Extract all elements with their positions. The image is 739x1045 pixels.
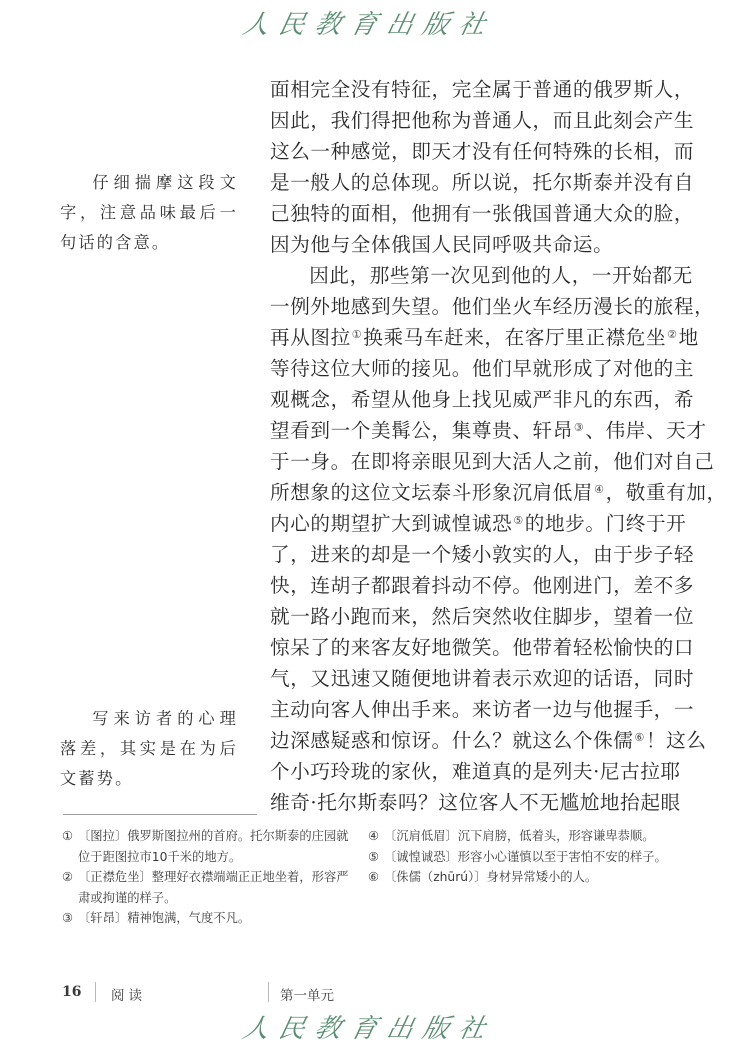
section-name: 阅读: [111, 988, 146, 1004]
footnote-number: ②: [62, 870, 74, 884]
footnote-text: 〔沉肩低眉〕沉下肩膀，低着头，形容谦卑恭顺。: [384, 829, 655, 843]
text-line: 这么一种感觉，即天才没有任何特殊的长相，而: [270, 140, 695, 163]
text-segment: 望看到一个美髯公，集尊贵、轩昂: [270, 419, 573, 442]
margin-annotation-2: [60, 704, 238, 794]
text-segment: 的地步。门终于开: [524, 512, 687, 535]
text-line: 是一般人的总体现。所以说，托尔斯泰并没有自: [270, 171, 695, 194]
text-segment: 换乘马车赶来，在客厅里正襟危坐: [363, 326, 667, 349]
publisher-watermark-top: 人民教育出版社: [239, 10, 499, 40]
annotation-line: 仔细揣摩这段文: [92, 173, 238, 192]
footer-separator: [268, 982, 269, 1002]
paragraph-2: [270, 260, 727, 818]
text-line: 就一路小跑而来，然后突然收住脚步，望着一位: [270, 605, 695, 628]
footnote-3: [62, 908, 352, 929]
footnote-number: ③: [62, 911, 74, 925]
publisher-watermark-bottom: 人民教育出版社: [239, 1014, 499, 1044]
footnote-6: [368, 867, 668, 888]
footnote-ref-4[interactable]: ④: [594, 483, 605, 496]
text-line: 气，又迅速又随便地讲着表示欢迎的话语，同时: [270, 667, 695, 690]
footnote-text: 〔侏儒（zhūrú）〕身材异常矮小的人。: [384, 870, 598, 884]
margin-annotation-1: [60, 168, 238, 258]
page-number: 16: [62, 984, 82, 1000]
text-line: 了，进来的却是一个矮小敦实的人，由于步子轻: [270, 543, 695, 566]
text-line: 面相完全没有特征，完全属于普通的俄罗斯人，: [270, 78, 695, 101]
text-line: [270, 508, 687, 539]
text-line: 因此，我们得把他称为普通人，而且此刻会产生: [270, 109, 695, 132]
annotation-line: 写来访者的心理: [92, 709, 238, 728]
text-line: 因此，那些第一次见到他的人，一开始都无: [309, 264, 693, 287]
footnote-divider: [63, 814, 257, 815]
text-segment: 地: [678, 326, 699, 349]
footnote-5: [368, 847, 668, 868]
text-line: 个小巧玲珑的家伙，难道真的是列夫·尼古拉耶: [270, 760, 681, 783]
text-line: [270, 477, 727, 508]
footnote-ref-2[interactable]: ②: [667, 328, 678, 341]
text-segment: 、伟岸、天才: [585, 419, 707, 442]
text-segment: 再从图拉: [270, 326, 351, 349]
text-segment: ！这么: [645, 729, 707, 752]
footnote-number: ①: [62, 829, 74, 843]
footnote-ref-3[interactable]: ③: [573, 421, 585, 434]
text-line: [270, 322, 699, 353]
footnote-ref-5[interactable]: ⑤: [513, 514, 524, 527]
text-line: 观概念，希望从他身上找见威严非凡的东西，希: [270, 388, 695, 411]
text-segment: 内心的期望扩大到诚惶诚恐: [270, 512, 513, 535]
footnote-ref-1[interactable]: ①: [351, 328, 363, 341]
text-line: 等待这位大师的接见。他们早就形成了对他的主: [270, 357, 695, 380]
text-line: 一例外地感到失望。他们坐火车经历漫长的旅程，: [270, 295, 715, 318]
footnote-text: 〔图拉〕俄罗斯图拉州的首府。托尔斯泰的庄园就位于距图拉市10千米的地方。: [78, 829, 349, 864]
text-segment: ，敬重有加，: [605, 481, 727, 504]
footnote-text: 〔诚惶诚恐〕形容小心谨慎以至于害怕不安的样子。: [384, 849, 667, 864]
text-line: 快，连胡子都跟着抖动不停。他刚进门，差不多: [270, 574, 695, 597]
footnote-text: 〔正襟危坐〕整理好衣襟端端正正地坐着，形容严肃或拘谨的样子。: [78, 870, 349, 905]
footnote-1: [62, 826, 352, 867]
text-line: [270, 415, 707, 446]
text-line: 己独特的面相，他拥有一张俄国普通大众的脸，: [270, 202, 695, 225]
footer-separator: [95, 982, 96, 1002]
footnote-number: ⑤: [368, 849, 380, 864]
footnote-4: [368, 826, 668, 847]
paragraph-1: [270, 74, 695, 260]
text-line: [270, 725, 707, 756]
annotation-line: 落差，其实是在为后: [60, 739, 238, 758]
text-line: 维奇·托尔斯泰吗？这位客人不无尴尬地抬起眼: [270, 791, 681, 814]
footnote-number: ⑥: [368, 870, 380, 884]
text-segment: 所想象的这位文坛泰斗形象沉肩低眉: [270, 481, 594, 504]
footnote-2: [62, 867, 352, 908]
footnotes-left-column: [62, 826, 352, 929]
text-line: 因为他与全体俄国人民同呼吸共命运。: [270, 233, 614, 256]
footnote-number: ④: [368, 829, 380, 843]
footnotes-right-column: [368, 826, 668, 888]
annotation-line: 句话的含意。: [60, 233, 171, 252]
text-segment: 边深感疑惑和惊讶。什么？就这么个侏儒: [270, 729, 634, 752]
footnote-text: 〔轩昂〕精神饱满，气度不凡。: [78, 911, 251, 925]
text-line: 于一身。在即将亲眼见到大活人之前，他们对自己: [270, 450, 715, 473]
annotation-line: 字，注意品味最后一: [60, 203, 238, 222]
text-line: 惊呆了的来客友好地微笑。他带着轻松愉快的口: [270, 636, 695, 659]
footnote-ref-6[interactable]: ⑥: [634, 731, 645, 744]
body-text: [270, 74, 727, 818]
annotation-line: 文蓄势。: [60, 769, 134, 788]
page-footer: [0, 984, 739, 1008]
text-line: 主动向客人伸出手来。来访者一边与他握手，一: [270, 698, 695, 721]
unit-name: 第一单元: [280, 988, 334, 1004]
